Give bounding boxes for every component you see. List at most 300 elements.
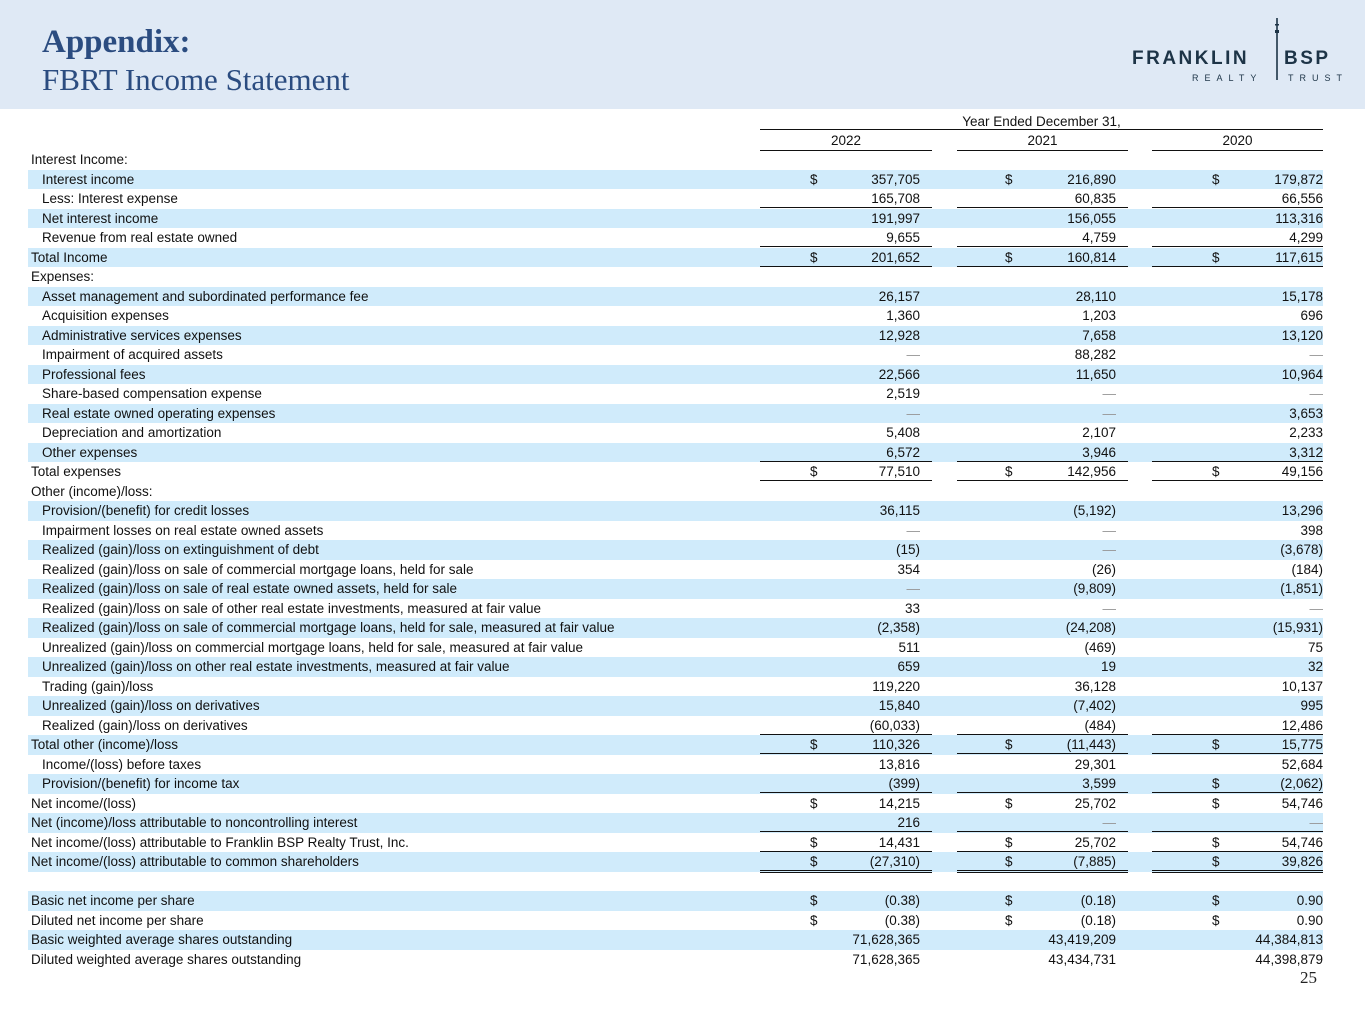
value-cell-2022 [760, 833, 932, 852]
value-cell-2020 [1152, 287, 1323, 305]
row-label: Impairment losses on real estate owned assets [42, 522, 324, 538]
value-cell-2020 [1152, 794, 1323, 812]
value-cell-2020 [1152, 326, 1323, 344]
amount: 7,658 [1082, 327, 1116, 343]
table-row [28, 638, 1323, 658]
table-row [28, 423, 1323, 443]
amount: (15) [895, 542, 920, 557]
amount: (184) [1291, 561, 1323, 577]
value-cell-2022 [760, 521, 932, 539]
value-cell-2020 [1152, 696, 1323, 714]
table-row [28, 521, 1323, 541]
amount: 3,599 [1082, 776, 1116, 791]
value-cell-2021 [957, 677, 1128, 695]
value-cell-2022 [760, 423, 932, 441]
row-label: Basic net income per share [31, 893, 195, 908]
franklin-bsp-logo [1130, 18, 1350, 88]
value-cell-2022 [760, 560, 932, 578]
value-cell-2022 [760, 384, 932, 402]
amount: 3,312 [1289, 444, 1323, 460]
amount: 216 [897, 815, 920, 830]
value-cell-2021 [957, 891, 1128, 909]
currency-symbol: $ [810, 893, 818, 908]
currency-symbol: $ [1212, 893, 1220, 908]
value-cell-2020 [1152, 755, 1323, 773]
value-cell-2022 [760, 579, 932, 597]
amount: — [1309, 386, 1323, 401]
logo-sub-right: TRUST [1288, 73, 1348, 83]
currency-symbol: $ [810, 737, 818, 752]
value-cell-2020 [1152, 189, 1323, 208]
value-cell-2021 [957, 794, 1128, 812]
value-cell-2022 [760, 189, 932, 208]
currency-symbol: $ [1005, 464, 1013, 479]
value-cell-2022 [760, 443, 932, 462]
table-row [28, 794, 1323, 814]
amount: (484) [1084, 717, 1116, 733]
value-cell-2020 [1152, 443, 1323, 462]
value-cell-2022 [760, 813, 932, 832]
value-cell-2021 [957, 618, 1128, 636]
value-cell-2022 [760, 170, 932, 188]
amount: (3,678) [1280, 542, 1323, 557]
value-cell-2021 [957, 833, 1128, 852]
row-label: Interest income [42, 171, 135, 187]
value-cell-2021 [957, 287, 1128, 305]
amount: 36,115 [879, 503, 920, 518]
amount: 77,510 [878, 464, 920, 479]
value-cell-2020 [1152, 677, 1323, 695]
amount: 6,572 [886, 444, 920, 460]
amount: 10,137 [1281, 678, 1323, 694]
amount: — [1102, 522, 1116, 538]
value-cell-2020 [1152, 345, 1323, 363]
table-row [28, 228, 1323, 248]
table-row [28, 599, 1323, 619]
amount: — [1102, 386, 1116, 401]
table-row [28, 852, 1323, 872]
row-label: Diluted weighted average shares outstanding [31, 951, 302, 967]
amount: (0.18) [1080, 912, 1116, 928]
value-cell-2022 [760, 950, 932, 968]
row-label: Other expenses [42, 444, 138, 460]
amount: (24,208) [1065, 620, 1116, 635]
table-row [28, 579, 1323, 599]
amount: 54,746 [1281, 834, 1323, 850]
value-cell-2021 [957, 716, 1128, 735]
row-label: Impairment of acquired assets [42, 347, 223, 362]
row-label: Unrealized (gain)/loss on commercial mortgage loans, held for sale, measured at fair value [42, 639, 584, 655]
value-cell-2022 [760, 462, 932, 481]
amount: 9,655 [886, 230, 920, 245]
amount: 2,519 [886, 386, 920, 401]
period-header: Year Ended December 31, [962, 114, 1121, 129]
amount: 142,956 [1067, 464, 1116, 479]
value-cell-2021 [957, 462, 1128, 481]
amount: 995 [1300, 698, 1323, 713]
amount: 26,157 [878, 288, 920, 304]
currency-symbol: $ [810, 834, 818, 850]
table-row [28, 872, 1323, 892]
row-label: Realized (gain)/loss on sale of commercial mortgage loans, held for sale, measured at fair value [42, 620, 615, 635]
value-cell-2020 [1152, 833, 1323, 852]
amount: 117,615 [1275, 249, 1323, 265]
currency-symbol: $ [1212, 854, 1220, 869]
value-cell-2020 [1152, 306, 1323, 324]
amount: (27,310) [869, 854, 920, 869]
amount: 29,301 [1074, 756, 1116, 772]
value-cell-2022 [760, 852, 932, 873]
value-cell-2021 [957, 950, 1128, 968]
amount: 32 [1307, 659, 1323, 674]
value-cell-2022 [760, 657, 932, 675]
amount: 659 [897, 659, 920, 674]
value-cell-2022 [760, 345, 932, 363]
amount: — [1102, 542, 1116, 557]
amount: 15,840 [878, 698, 920, 713]
value-cell-2020 [1152, 170, 1323, 188]
row-label: Share-based compensation expense [42, 386, 262, 401]
value-cell-2022 [760, 716, 932, 735]
amount: 25,702 [1074, 795, 1116, 811]
currency-symbol: $ [1005, 912, 1013, 928]
value-cell-2021 [957, 540, 1128, 558]
value-cell-2020 [1152, 384, 1323, 402]
row-label: Net interest income [42, 210, 159, 226]
table-row [28, 150, 1323, 170]
row-label: Basic weighted average shares outstanding [31, 932, 293, 947]
year-header-2021: 2021 [957, 133, 1128, 151]
currency-symbol: $ [810, 249, 818, 265]
amount: (7,885) [1073, 854, 1116, 869]
value-cell-2021 [957, 813, 1128, 832]
value-cell-2022 [760, 501, 932, 519]
amount: 12,928 [878, 327, 920, 343]
table-row [28, 774, 1323, 794]
value-cell-2021 [957, 774, 1128, 793]
row-label: Unrealized (gain)/loss on derivatives [42, 698, 260, 713]
row-label: Expenses: [31, 269, 95, 284]
table-row [28, 930, 1323, 950]
value-cell-2020 [1152, 911, 1323, 929]
amount: 0.90 [1296, 893, 1323, 908]
value-cell-2022 [760, 638, 932, 656]
amount: — [906, 405, 920, 421]
year-header-2022: 2022 [760, 133, 932, 151]
currency-symbol: $ [1212, 776, 1220, 791]
row-label: Net income/(loss) attributable to common shareholders [31, 854, 359, 869]
value-cell-2020 [1152, 209, 1323, 227]
amount: 398 [1300, 522, 1323, 538]
row-label: Professional fees [42, 366, 146, 382]
amount: 44,384,813 [1255, 932, 1323, 947]
value-cell-2022 [760, 735, 932, 754]
amount: (9,809) [1073, 581, 1116, 596]
value-cell-2021 [957, 326, 1128, 344]
amount: (7,402) [1073, 698, 1116, 713]
value-cell-2022 [760, 696, 932, 714]
value-cell-2020 [1152, 248, 1323, 267]
value-cell-2021 [957, 248, 1128, 267]
currency-symbol: $ [1005, 795, 1013, 811]
amount: 71,628,365 [852, 932, 920, 947]
row-label: Administrative services expenses [42, 327, 242, 343]
table-row [28, 657, 1323, 677]
value-cell-2020 [1152, 716, 1323, 735]
amount: 43,419,209 [1048, 932, 1116, 947]
table-row [28, 248, 1323, 268]
amount: 110,326 [872, 737, 920, 752]
value-cell-2021 [957, 930, 1128, 948]
value-cell-2021 [957, 696, 1128, 714]
amount: — [906, 347, 920, 362]
row-label: Net income/(loss) [31, 795, 137, 811]
amount: 66,556 [1281, 191, 1323, 206]
value-cell-2022 [760, 755, 932, 773]
value-cell-2021 [957, 443, 1128, 462]
value-cell-2020 [1152, 891, 1323, 909]
currency-symbol: $ [810, 854, 818, 869]
table-row [28, 716, 1323, 736]
value-cell-2022 [760, 540, 932, 558]
table-row [28, 170, 1323, 190]
table-row [28, 501, 1323, 521]
value-cell-2020 [1152, 950, 1323, 968]
value-cell-2020 [1152, 599, 1323, 617]
period-rule [760, 129, 1323, 130]
amount: 12,486 [1281, 717, 1323, 733]
amount: 15,178 [1281, 288, 1323, 304]
amount: 165,708 [871, 191, 920, 206]
amount: 2,233 [1289, 425, 1323, 440]
table-row [28, 462, 1323, 482]
currency-symbol: $ [1212, 737, 1220, 752]
value-cell-2022 [760, 248, 932, 267]
value-cell-2022 [760, 774, 932, 793]
value-cell-2021 [957, 365, 1128, 383]
amount: 11,650 [1075, 366, 1116, 382]
row-label: Realized (gain)/loss on sale of other real estate investments, measured at fair value [42, 600, 542, 616]
amount: 160,814 [1067, 249, 1116, 265]
amount: (5,192) [1073, 503, 1116, 518]
amount: 216,890 [1067, 171, 1116, 187]
table-row [28, 540, 1323, 560]
value-cell-2020 [1152, 521, 1323, 539]
row-label: Provision/(benefit) for income tax [42, 776, 240, 791]
currency-symbol: $ [810, 795, 818, 811]
table-row [28, 833, 1323, 853]
amount: 52,684 [1281, 756, 1323, 772]
table-row [28, 891, 1323, 911]
value-cell-2021 [957, 170, 1128, 188]
value-cell-2020 [1152, 404, 1323, 422]
page-number: 25 [1300, 968, 1317, 987]
value-cell-2020 [1152, 560, 1323, 578]
value-cell-2020 [1152, 462, 1323, 481]
value-cell-2021 [957, 755, 1128, 773]
value-cell-2020 [1152, 852, 1323, 873]
currency-symbol: $ [1212, 249, 1220, 265]
table-row [28, 950, 1323, 970]
row-label: Realized (gain)/loss on extinguishment of debt [42, 542, 319, 557]
amount: 60,835 [1074, 191, 1116, 206]
row-label: Realized (gain)/loss on derivatives [42, 717, 248, 733]
amount: 36,128 [1074, 678, 1116, 694]
value-cell-2020 [1152, 813, 1323, 832]
amount: (11,443) [1066, 737, 1116, 752]
currency-symbol: $ [1005, 893, 1013, 908]
amount: (26) [1091, 561, 1116, 577]
value-cell-2021 [957, 209, 1128, 227]
amount: — [906, 522, 920, 538]
table-row [28, 326, 1323, 346]
value-cell-2022 [760, 404, 932, 422]
row-label: Total other (income)/loss [31, 737, 179, 752]
row-label: Asset management and subordinated performance fee [42, 288, 369, 304]
value-cell-2021 [957, 599, 1128, 617]
amount: 13,296 [1281, 503, 1323, 518]
table-row [28, 560, 1323, 580]
amount: — [1102, 405, 1116, 421]
value-cell-2022 [760, 930, 932, 948]
table-row [28, 384, 1323, 404]
amount: — [1309, 347, 1323, 362]
value-cell-2021 [957, 423, 1128, 441]
row-label: Realized (gain)/loss on sale of commercial mortgage loans, held for sale [42, 561, 474, 577]
row-label: Acquisition expenses [42, 308, 169, 323]
amount: 2,107 [1082, 425, 1116, 440]
amount: 4,299 [1289, 230, 1323, 245]
amount: 3,946 [1082, 444, 1116, 460]
amount: — [1102, 815, 1116, 830]
table-row [28, 267, 1323, 287]
amount: 15,775 [1281, 737, 1323, 752]
amount: 1,203 [1082, 308, 1116, 323]
currency-symbol: $ [1212, 464, 1220, 479]
amount: 696 [1300, 308, 1323, 323]
table-row [28, 813, 1323, 833]
value-cell-2020 [1152, 501, 1323, 519]
currency-symbol: $ [810, 464, 818, 479]
amount: 39,826 [1281, 854, 1323, 869]
value-cell-2021 [957, 521, 1128, 539]
value-cell-2021 [957, 384, 1128, 402]
amount: (60,033) [869, 717, 920, 733]
value-cell-2022 [760, 599, 932, 617]
table-row [28, 482, 1323, 502]
value-cell-2021 [957, 657, 1128, 675]
currency-symbol: $ [810, 912, 818, 928]
amount: (0.38) [884, 912, 920, 928]
currency-symbol: $ [1212, 912, 1220, 928]
amount: (469) [1084, 639, 1116, 655]
value-cell-2022 [760, 677, 932, 695]
amount: — [1102, 600, 1116, 616]
currency-symbol: $ [1005, 854, 1013, 869]
amount: 44,398,879 [1255, 951, 1323, 967]
amount: 19 [1100, 659, 1116, 674]
table-row [28, 755, 1323, 775]
amount: 10,964 [1281, 366, 1323, 382]
amount: — [906, 581, 920, 596]
amount: 49,156 [1281, 464, 1323, 479]
table-row [28, 443, 1323, 463]
row-label: Total Income [31, 249, 108, 265]
amount: 201,652 [871, 249, 920, 265]
amount: (1,851) [1280, 581, 1323, 596]
page-subtitle: FBRT Income Statement [42, 62, 350, 97]
amount: 43,434,731 [1048, 951, 1116, 967]
amount: (2,062) [1280, 776, 1323, 791]
amount: 113,316 [1275, 210, 1323, 226]
amount: 28,110 [1075, 288, 1116, 304]
table-row [28, 189, 1323, 209]
amount: 5,408 [886, 425, 920, 440]
value-cell-2021 [957, 189, 1128, 208]
amount: 119,220 [872, 678, 920, 694]
value-cell-2022 [760, 306, 932, 324]
value-cell-2020 [1152, 423, 1323, 441]
page-title: Appendix: [42, 24, 191, 60]
income-statement-table [28, 150, 1323, 969]
value-cell-2021 [957, 638, 1128, 656]
amount: 14,215 [878, 795, 920, 811]
currency-symbol: $ [1212, 795, 1220, 811]
value-cell-2020 [1152, 540, 1323, 558]
value-cell-2021 [957, 911, 1128, 929]
value-cell-2020 [1152, 579, 1323, 597]
year-header-2020: 2020 [1152, 133, 1323, 151]
logo-sub-left: REALTY [1192, 73, 1263, 83]
currency-symbol: $ [1005, 171, 1013, 187]
amount: 33 [904, 600, 920, 616]
amount: 179,872 [1274, 171, 1323, 187]
table-row [28, 365, 1323, 385]
amount: — [1309, 600, 1323, 616]
row-label: Realized (gain)/loss on sale of real estate owned assets, held for sale [42, 581, 457, 596]
table-row [28, 735, 1323, 755]
currency-symbol: $ [1005, 834, 1013, 850]
value-cell-2020 [1152, 774, 1323, 793]
row-label: Total expenses [31, 464, 122, 479]
amount: 25,702 [1074, 834, 1116, 850]
value-cell-2022 [760, 209, 932, 227]
amount: 354 [897, 561, 920, 577]
amount: 71,628,365 [852, 951, 920, 967]
table-row [28, 618, 1323, 638]
amount: (399) [888, 776, 920, 791]
value-cell-2021 [957, 560, 1128, 578]
value-cell-2020 [1152, 618, 1323, 636]
value-cell-2022 [760, 891, 932, 909]
table-row [28, 209, 1323, 229]
value-cell-2020 [1152, 657, 1323, 675]
row-label: Revenue from real estate owned [42, 230, 238, 245]
row-label: Real estate owned operating expenses [42, 405, 276, 421]
logo-name-right: BSP [1284, 48, 1331, 69]
row-label: Interest Income: [31, 152, 128, 167]
amount: 88,282 [1074, 347, 1116, 362]
table-row [28, 345, 1323, 365]
amount: (2,358) [877, 620, 920, 635]
amount: (15,931) [1272, 620, 1323, 635]
value-cell-2022 [760, 228, 932, 247]
value-cell-2021 [957, 852, 1128, 873]
value-cell-2021 [957, 404, 1128, 422]
value-cell-2022 [760, 911, 932, 929]
logo-name-left: FRANKLIN [1132, 48, 1250, 69]
amount: 13,120 [1281, 327, 1323, 343]
